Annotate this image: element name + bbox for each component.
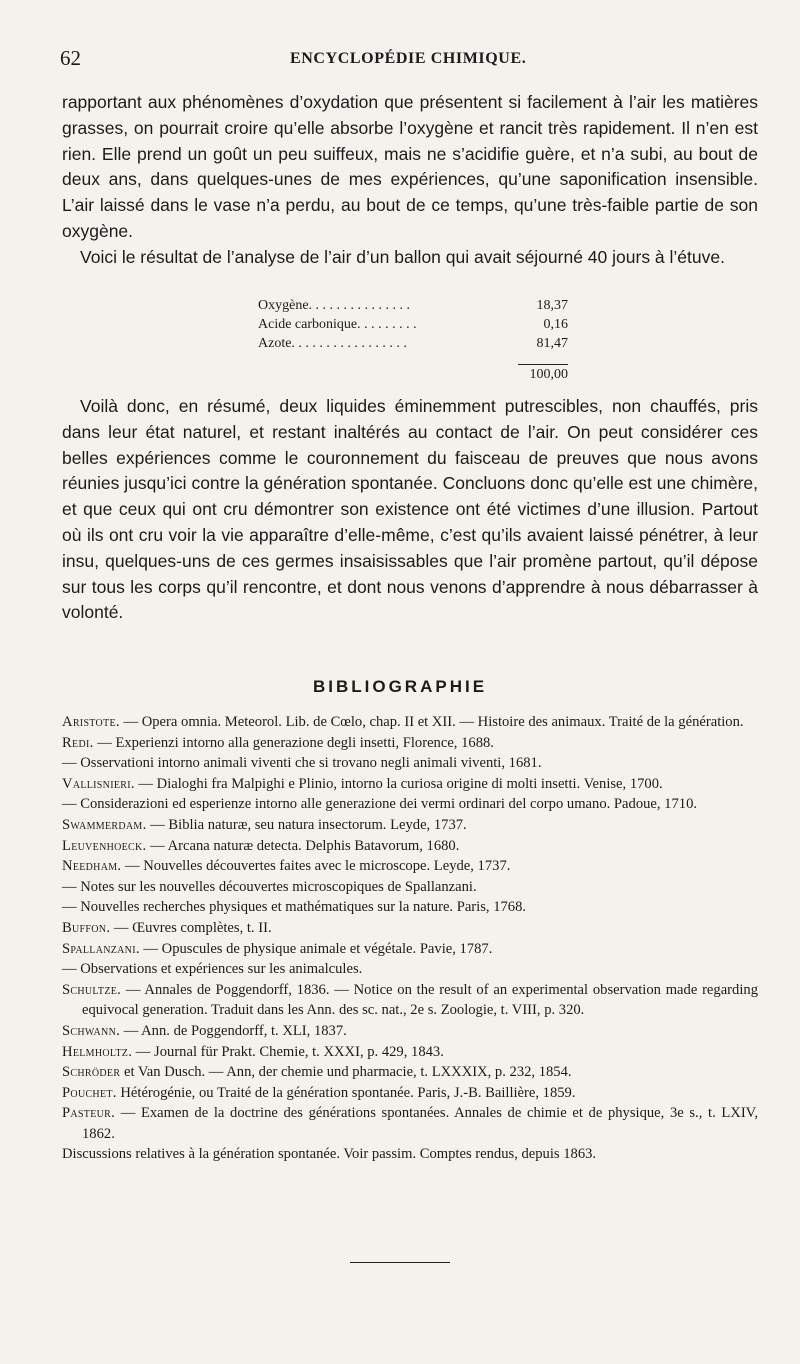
entry-reference: — Journal für Prakt. Chemie, t. XXXI, p. 429, 1843.	[132, 1043, 444, 1060]
bibliography-entry	[62, 836, 758, 857]
air-analysis-table	[258, 298, 568, 382]
row-value: 0,16	[543, 317, 568, 332]
entry-reference: — Observations et expériences sur les animalcules.	[62, 961, 363, 978]
bibliography-entry	[62, 939, 758, 960]
entry-reference: — Osservationi intorno animali viventi che si trovano negli animali viventi, 1681.	[62, 755, 542, 772]
table-total: 100,00	[529, 367, 568, 382]
entry-reference: — Nouvelles découvertes faites avec le microscope. Leyde, 1737.	[121, 858, 511, 875]
body-paragraph-2	[62, 245, 758, 271]
bibliography-heading: BIBLIOGRAPHIE	[312, 677, 488, 696]
bibliography-entry	[62, 918, 758, 939]
bibliography-entry	[62, 1062, 758, 1083]
entry-reference: et Van Dusch. — Ann, der chemie und pharmacie, t. LXXXIX, p. 232, 1854.	[120, 1064, 572, 1081]
entry-author: Vallisnieri.	[62, 775, 135, 792]
bibliography-entry	[62, 733, 758, 754]
row-value: 18,37	[536, 298, 568, 313]
table-row	[258, 317, 568, 336]
entry-reference: — Nouvelles recherches physiques et mathématiques sur la nature. Paris, 1768.	[62, 899, 527, 916]
entry-author: Spallanzani.	[62, 940, 140, 957]
bibliography-entry	[62, 980, 758, 1021]
page-number: 62	[60, 46, 81, 70]
entry-reference: — Considerazioni ed esperienze intorno alle generazione dei vermi ordinari del corpo umano. Padoue, 1710.	[62, 796, 698, 813]
entry-author: Schröder	[62, 1064, 121, 1081]
entry-reference: — Arcana naturæ detecta. Delphis Batavorum, 1680.	[146, 837, 460, 854]
total-rule	[518, 364, 568, 365]
entry-reference: Hétérogénie, ou Traité de la génération spontanée. Paris, J.-B. Baillière, 1859.	[116, 1084, 576, 1101]
entry-reference: — Opuscules de physique animale et végétale. Pavie, 1787.	[139, 940, 493, 957]
entry-reference: — Examen de la doctrine des générations spontanées. Annales de chimie et de physique, 3e s., t. LXIV, 1862.	[82, 1105, 758, 1142]
bibliography-entry	[62, 774, 758, 795]
bibliography-entry	[62, 856, 758, 877]
body-paragraph-1	[62, 90, 758, 245]
bibliography-entry	[62, 877, 758, 898]
entry-author: Leuvenhoeck.	[62, 837, 147, 854]
row-value: 81,47	[536, 336, 568, 351]
entry-reference: — Annales de Poggendorff, 1836. — Notice on the result of an experimental observation made regarding equivocal generation. Traduit dans les Ann. des sc. nat., 2e s. Zoologie, t. VIII, p. 320.	[82, 981, 758, 1019]
bibliography-entry	[62, 959, 758, 980]
entry-reference: — Notes sur les nouvelles découvertes microscopiques de Spallanzani.	[62, 878, 477, 895]
entry-reference: — Dialoghi fra Malpighi e Plinio, intorno la curiosa origine di molti insetti. Venise, 1700.	[134, 775, 663, 792]
entry-author: Buffon.	[62, 919, 111, 936]
entry-reference: — Ann. de Poggendorff, t. XLI, 1837.	[120, 1022, 347, 1039]
entry-author: Swammerdam.	[62, 816, 147, 833]
entry-author: Helmholtz.	[62, 1043, 133, 1060]
bibliography-entry	[62, 1083, 758, 1104]
bibliography-entry	[62, 1042, 758, 1063]
bibliography-entry	[62, 815, 758, 836]
entry-reference: — Opera omnia. Meteorol. Lib. de Cœlo, chap. II et XII. — Histoire des animaux. Traité de la génération.	[119, 714, 744, 730]
bibliography-entry	[62, 794, 758, 815]
entry-author: Needham.	[62, 858, 122, 875]
end-rule	[350, 1262, 450, 1263]
row-label: Acide carbonique. . . . . . . . .	[258, 317, 417, 332]
entry-author: Pasteur.	[62, 1105, 116, 1122]
bibliography-entry	[62, 1144, 758, 1165]
entry-author: Schwann.	[62, 1022, 121, 1039]
page-header	[60, 46, 760, 76]
bibliography-list	[62, 712, 758, 1165]
paragraph-text: Voilà donc, en résumé, deux liquides éminemment putrescibles, non chauffés, pris dans leur état naturel, et restant inaltérés au contact de l’air. On peut considérer ces belles expériences comme le couronnement du faisceau de preuves que nous avons réunies jusqu’ici contre la génération spontanée. Concluons donc qu’elle est une chimère, et que ceux qui ont cru démontrer son existence ont été victimes d’une illusion. Partout où ils ont cru voir la vie apparaître d’elle-même, c’est qu’ils avaient laissé pénétrer, à leur insu, quelques-uns de ces germes insaisissables que l’air promène partout, qu’il dépose sur tous les corps qu’il rencontre, et dont nous venons d’apprendre à nous débarrasser à volonté.	[62, 396, 758, 623]
entry-author: Pouchet.	[62, 1084, 117, 1101]
table-row	[258, 336, 568, 355]
bibliography-entry	[62, 712, 758, 733]
entry-reference: — Experienzi intorno alla generazione degli insetti, Florence, 1688.	[93, 734, 494, 751]
row-label: Azote. . . . . . . . . . . . . . . . .	[258, 336, 407, 351]
bibliography-entry	[62, 1021, 758, 1042]
running-title: ENCYCLOPÉDIE CHIMIQUE.	[290, 50, 527, 67]
paragraph-text: Voici le résultat de l’analyse de l’air d’un ballon qui avait séjourné 40 jours à l’étuve.	[80, 247, 725, 267]
body-paragraph-3	[62, 394, 758, 626]
bibliography-entry	[62, 1103, 758, 1144]
entry-author: Aristote.	[62, 714, 120, 730]
entry-author: Redi.	[62, 734, 94, 751]
bibliography-entry	[62, 753, 758, 774]
table-row	[258, 298, 568, 317]
entry-author: Schultze.	[62, 981, 122, 998]
entry-reference: — Biblia naturæ, seu natura insectorum. Leyde, 1737.	[146, 816, 467, 833]
entry-reference: Discussions relatives à la génération spontanée. Voir passim. Comptes rendus, depuis 1863.	[62, 1146, 597, 1163]
paragraph-text: rapportant aux phénomènes d’oxydation que présentent si facilement à l’air les matières grasses, on pourrait croire qu’elle absorbe l’oxygène et rancit très rapidement. Il n’en est rien. Elle prend un goût un peu suiffeux, mais ne s’acidifie guère, et n’a subi, au bout de deux ans, dans quelques-unes de mes expériences, qu’une saponification insensible. L’air laissé dans le vase n’a perdu, au bout de ce temps, qu’une très-faible partie de son oxygène.	[62, 92, 758, 241]
row-label: Oxygène. . . . . . . . . . . . . . .	[258, 298, 411, 313]
bibliography-entry	[62, 897, 758, 918]
entry-reference: — Œuvres complètes, t. II.	[110, 919, 272, 936]
